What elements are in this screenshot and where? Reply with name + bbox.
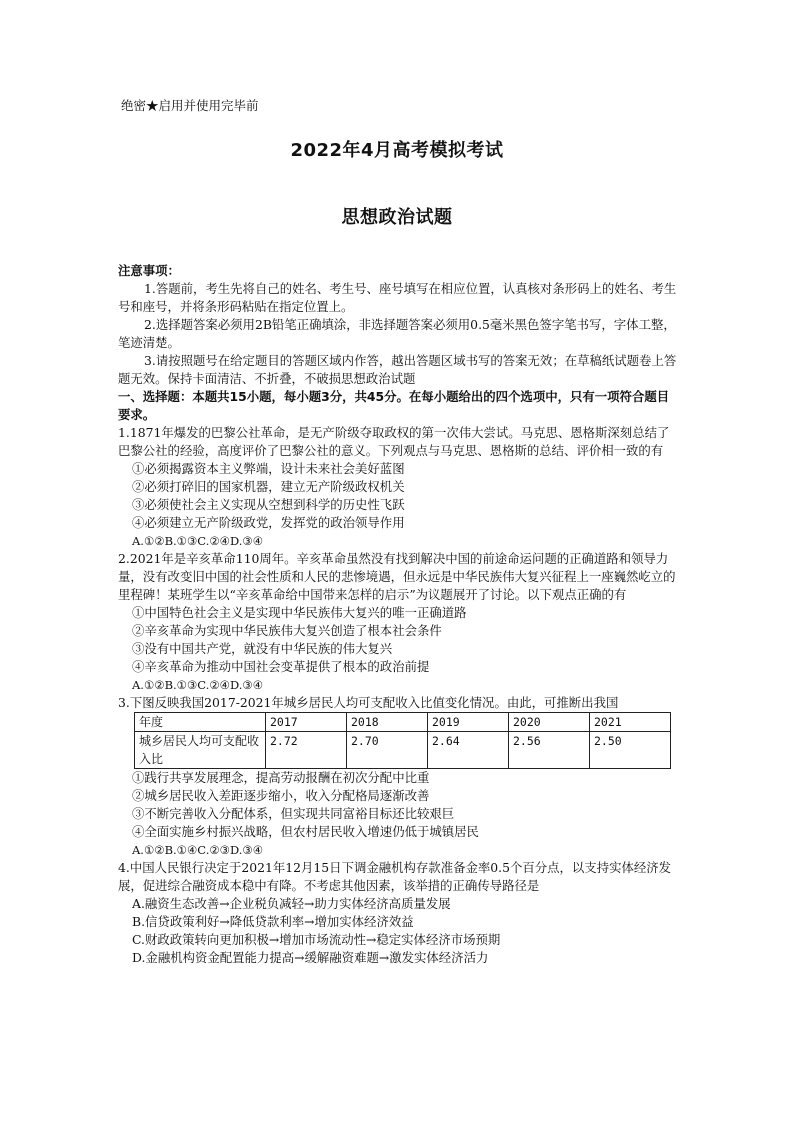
exam-title: 2022年4月高考模拟考试 [290, 140, 504, 161]
table-value: 2.64 [428, 732, 509, 769]
answer-choices: A.①②B.①③C.②④D.③④ [132, 678, 264, 692]
question-option: ③必须使社会主义实现从空想到科学的历史性飞跃 [132, 497, 405, 512]
table-row [135, 732, 671, 769]
note-item: 2.选择题答案必须用2B铅笔正确填涂，非选择题答案必须用0.5毫米黑色签字笔书写，字体工整，笔迹清楚。 [118, 317, 676, 350]
table-year: 2020 [509, 713, 590, 732]
question-option: D.金融机构资金配置能力提高→缓解融资难题→激发实体经济活力 [132, 950, 489, 965]
question-option: ②城乡居民收入差距逐步缩小，收入分配格局逐渐改善 [132, 788, 430, 803]
question-3 [118, 694, 678, 859]
table-header-label: 年度 [135, 713, 266, 732]
table-header-row [135, 713, 671, 732]
question-2 [118, 550, 678, 694]
table-year: 2017 [266, 713, 347, 732]
exam-subtitle: 思想政治试题 [341, 207, 453, 228]
table-value: 2.56 [509, 732, 590, 769]
confidential-label: 绝密★启用并使用完毕前 [121, 98, 259, 113]
question-option: ④全面实施乡村振兴战略，但农村居民收入增速仍低于城镇居民 [132, 824, 479, 839]
question-option: ①践行共享发展理念，提高劳动报酬在初次分配中比重 [132, 770, 430, 785]
notes-heading: 注意事项： [118, 263, 180, 278]
note-item: 3.请按照题号在给定题目的答题区域内作答，越出答题区域书写的答案无效；在草稿纸试题卷上答题无效。保持卡面清洁、不折叠，不破损思想政治试题 [118, 353, 677, 386]
question-option: B.信贷政策利好→降低贷款利率→增加实体经济效益 [132, 914, 414, 929]
question-option: ②辛亥革命为实现中华民族伟大复兴创造了根本社会条件 [132, 623, 442, 638]
question-option: ④必须建立无产阶级政党，发挥党的政治领导作用 [132, 515, 405, 530]
question-stem: 2.2021年是辛亥革命110周年。辛亥革命虽然没有找到解决中国的前途命运问题的正确道路和领导力量，没有改变旧中国的社会性质和人民的悲惨境遇，但永远是中华民族伟大复兴征程上一座巍然屹立的里程碑！某班学生以“辛亥革命给中国带来怎样的启示”为议题展开了讨论。以下观点正确的有 [118, 551, 676, 602]
exam-content [118, 262, 678, 967]
question-stem: 1.1871年爆发的巴黎公社革命，是无产阶级夺取政权的第一次伟大尝试。马克思、恩格斯深刻总结了巴黎公社的经验，高度评价了巴黎公社的意义。下列观点与马克思、恩格斯的总结、评价相一致的有 [118, 425, 670, 458]
question-option: ④辛亥革命为推动中国社会变革提供了根本的政治前提 [132, 659, 430, 674]
note-item: 1.答题前，考生先将自己的姓名、考生号、座号填写在相应位置，认真核对条形码上的姓名、考生号和座号，并将条形码粘贴在指定位置上。 [118, 281, 677, 314]
answer-choices: A.①②B.①③C.②④D.③④ [132, 534, 264, 548]
question-option: ③没有中国共产党，就没有中华民族的伟大复兴 [132, 641, 393, 656]
question-option: ③不断完善收入分配体系，但实现共同富裕目标还比较艰巨 [132, 806, 455, 821]
table-year: 2018 [347, 713, 428, 732]
section-heading: 一、选择题：本题共15小题，每小题3分，共45分。在每小题给出的四个选项中，只有一项符合题目要求。 [118, 389, 670, 422]
answer-choices: A.①②B.①④C.②③D.③④ [132, 843, 264, 857]
table-year: 2021 [590, 713, 671, 732]
question-option: ①中国特色社会主义是实现中华民族伟大复兴的唯一正确道路 [132, 605, 467, 620]
question-stem: 3.下图反映我国2017-2021年城乡居民人均可支配收入比值变化情况。由此，可推断出我国 [118, 695, 619, 710]
question-stem: 4.中国人民银行决定于2021年12月15日下调金融机构存款准备金率0.5个百分点，以支持实体经济发展，促进综合融资成本稳中有降。不考虑其他因素，该举措的正确传导路径是 [118, 860, 672, 893]
question-4 [118, 859, 678, 967]
question-option: A.融资生态改善→企业税负减轻→助力实体经济高质量发展 [132, 896, 451, 911]
table-year: 2019 [428, 713, 509, 732]
question-1 [118, 424, 678, 550]
table-value: 2.72 [266, 732, 347, 769]
table-row-label: 城乡居民人均可支配收入比 [135, 732, 266, 769]
question-option: ①必须揭露资本主义弊端，设计未来社会美好蓝图 [132, 461, 405, 476]
question-option: ②必须打碎旧的国家机器，建立无产阶级政权机关 [132, 479, 405, 494]
question-option: C.财政政策转向更加积极→增加市场流动性→稳定实体经济市场预期 [132, 932, 501, 947]
income-ratio-table [134, 712, 671, 769]
table-value: 2.50 [590, 732, 671, 769]
table-value: 2.70 [347, 732, 428, 769]
